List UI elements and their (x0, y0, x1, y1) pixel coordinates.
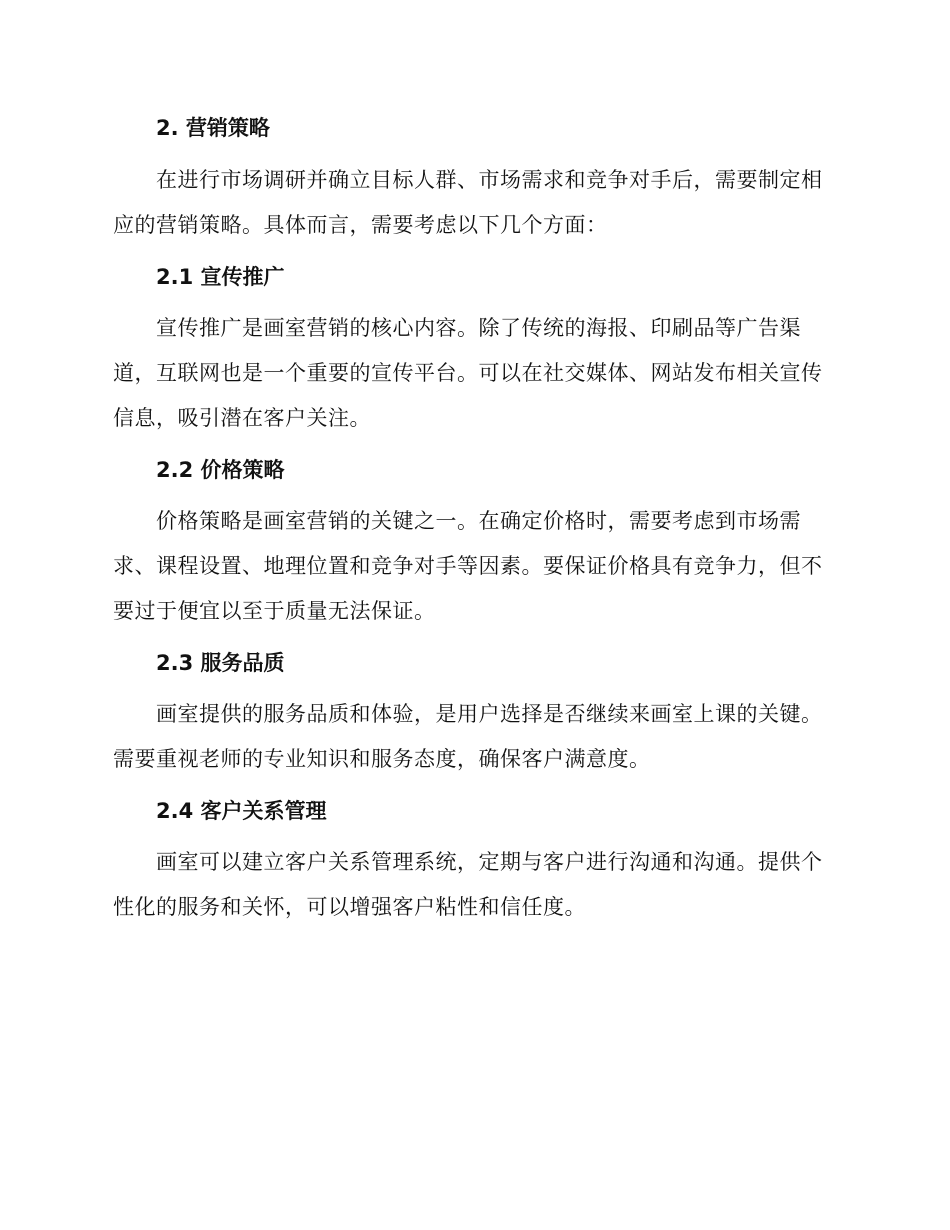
subsection-heading-service-quality: 2.3 服务品质 (156, 651, 285, 675)
subsection-heading-promotion: 2.1 宣传推广 (156, 265, 285, 289)
subsection-heading-crm: 2.4 客户关系管理 (156, 799, 327, 823)
subsection-body-crm: 画室可以建立客户关系管理系统，定期与客户进行沟通和沟通。提供个性化的服务和关怀，可以增强客户粘性和信任度。 (113, 850, 823, 919)
subsection-heading-pricing: 2.2 价格策略 (156, 458, 285, 482)
subsection-crm (113, 793, 833, 930)
subsection-body-pricing: 价格策略是画室营销的关键之一。在确定价格时，需要考虑到市场需求、课程设置、地理位置和竞争对手等因素。要保证价格具有竞争力，但不要过于便宜以至于质量无法保证。 (113, 509, 823, 623)
subsection-body-service-quality: 画室提供的服务品质和体验，是用户选择是否继续来画室上课的关键。需要重视老师的专业知识和服务态度，确保客户满意度。 (113, 702, 823, 771)
subsection-service-quality (113, 645, 833, 782)
document-content (113, 110, 833, 941)
intro-paragraph: 在进行市场调研并确立目标人群、市场需求和竞争对手后，需要制定相应的营销策略。具体而言，需要考虑以下几个方面： (113, 168, 823, 237)
subsection-body-promotion: 宣传推广是画室营销的核心内容。除了传统的海报、印刷品等广告渠道，互联网也是一个重要的宣传平台。可以在社交媒体、网站发布相关宣传信息，吸引潜在客户关注。 (113, 316, 823, 430)
subsection-promotion (113, 259, 833, 441)
section-heading-marketing-strategy: 2. 营销策略 (156, 116, 270, 140)
subsection-pricing (113, 452, 833, 634)
